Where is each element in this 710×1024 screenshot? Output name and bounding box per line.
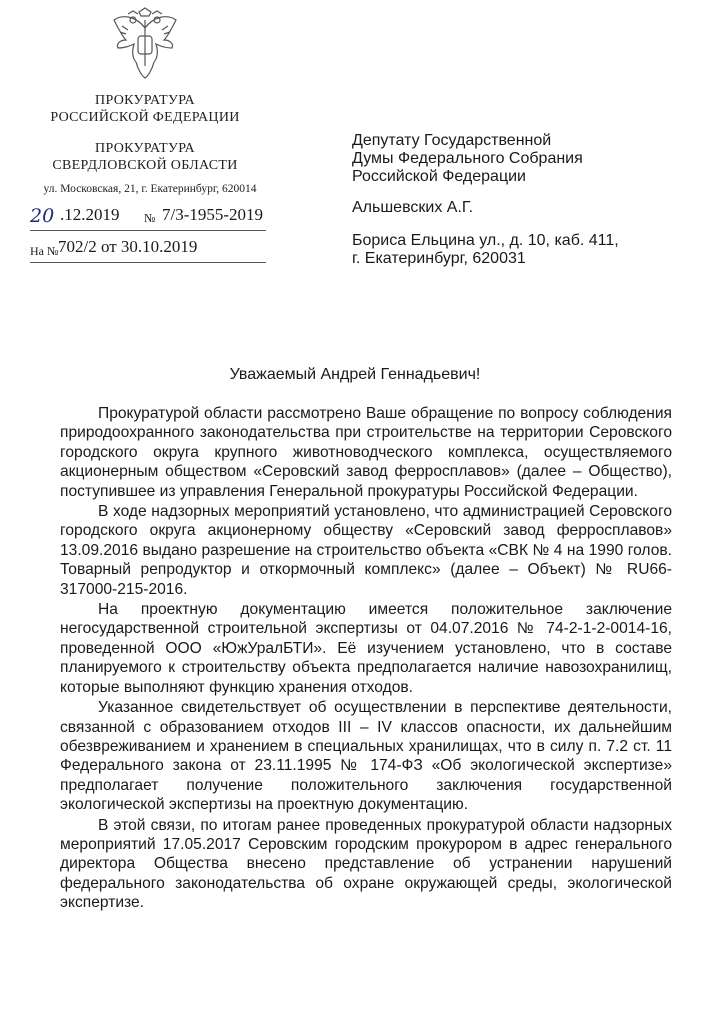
outgoing-number: 7/3-1955-2019	[162, 205, 264, 224]
recipient-name: Альшевских А.Г.	[352, 199, 474, 216]
recipient-address-line: Бориса Ельцина ул., д. 10, каб. 411,	[352, 232, 619, 249]
handwritten-day: 20	[30, 205, 55, 227]
number-label: №	[144, 211, 156, 225]
organization-name-federal	[40, 92, 250, 126]
org-line: ПРОКУРАТУРА	[95, 93, 195, 108]
reference-label: На №	[30, 244, 59, 258]
recipient-address	[352, 232, 619, 268]
letter-date: .12.2019	[60, 205, 120, 224]
organization-name-regional	[40, 140, 250, 174]
recipient-address-line: г. Екатеринбург, 620031	[352, 250, 526, 267]
salutation: Уважаемый Андрей Геннадьевич!	[229, 366, 481, 383]
org-line: РОССИЙСКОЙ ФЕДЕРАЦИИ	[50, 110, 240, 125]
recipient-line: Депутату Государственной	[352, 132, 552, 149]
coat-of-arms-emblem	[108, 6, 182, 84]
recipient-line: Российской Федерации	[352, 168, 526, 185]
paragraph: На проектную документацию имеется положительное заключение негосударственной строительной экспертизы от 04.07.2016 № 74-2-1-2-0014-16, проведенной ООО «ЮжУралБТИ». Её изучением установлено, что в составе планируемого к строительству объекта предполагается наличие навозохранилищ, которые выполняют функцию хранения отходов.	[60, 601, 672, 696]
paragraph: В ходе надзорных мероприятий установлено, что администрацией Серовского городского округа акционерному обществу «Серовский завод ферросплавов» 13.09.2016 выдано разрешение на строительство объекта «СВК № 4 на 1990 голов. Товарный репродуктор и откормочный комплекс» (далее – Объект) № RU66-317000-215-2016.	[60, 503, 672, 598]
org-line: ПРОКУРАТУРА	[95, 141, 195, 156]
paragraph: Указанное свидетельствует об осуществлении в перспективе деятельности, связанной с образованием отходов III – IV классов опасности, их дальнейшим обезвреживанием и хранением в специальных хранилищах, что в силу п. 7.2 ст. 11 Федерального закона от 23.11.1995 № 174-ФЗ «Об экологической экспертизе» предполагает получение положительного заключения государственной экологической экспертизы на проектную документацию.	[60, 699, 672, 814]
org-line: СВЕРДЛОВСКОЙ ОБЛАСТИ	[52, 158, 238, 173]
paragraph: В этой связи, по итогам ранее проведенных прокуратурой области надзорных мероприятий 17.05.2017 Серовским городским прокурором в адрес генерального директора Общества внесено представление об устранении нарушений федерального законодательства об охране окружающей среды, экологической экспертизе.	[60, 816, 672, 912]
recipient-title	[352, 132, 583, 186]
reference-value: 702/2 от 30.10.2019	[58, 237, 198, 256]
paragraph: Прокуратурой области рассмотрено Ваше обращение по вопросу соблюдения природоохранного законодательства при строительстве на территории Серовского городского округа крупного животноводческого комплекса, осуществляемого акционерным обществом «Серовский завод ферросплавов» (далее – Общество), поступившее из управления Генеральной прокуратуры Российской Федерации.	[60, 405, 672, 500]
recipient-line: Думы Федерального Собрания	[352, 150, 583, 167]
sender-address: ул. Московская, 21, г. Екатеринбург, 620014	[43, 183, 257, 195]
letter-body	[60, 404, 672, 914]
